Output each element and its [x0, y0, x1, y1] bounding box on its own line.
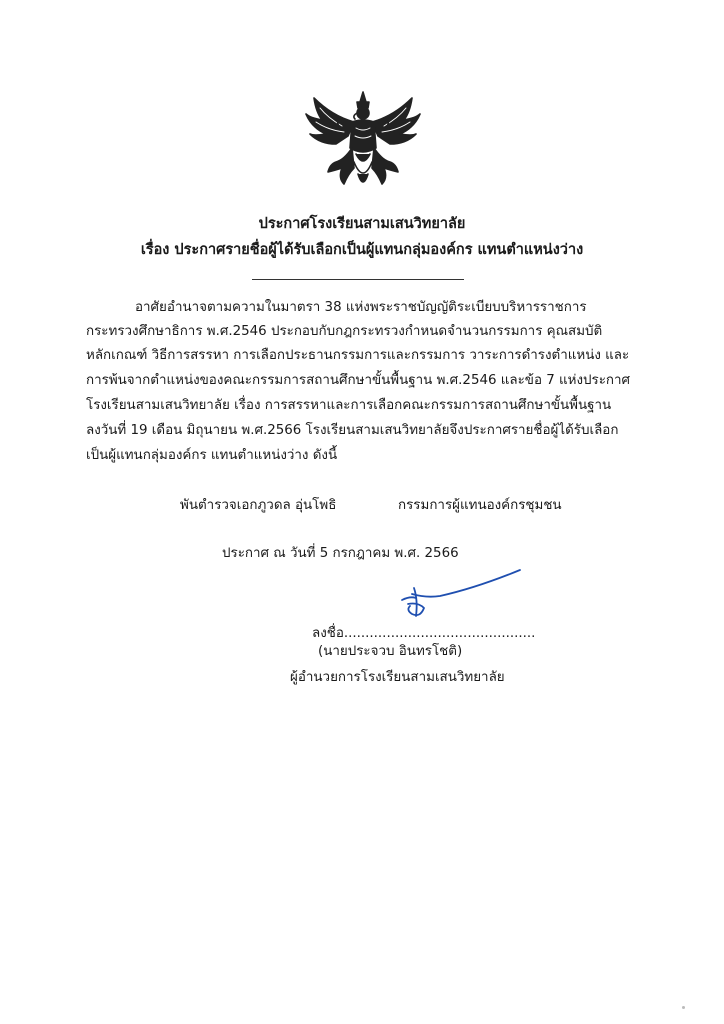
body-line: โรงเรียนสามเสนวิทยาลัย เรื่อง การสรรหาและการเลือกคณะกรรมการสถานศึกษาขั้นพื้นฐาน [86, 398, 612, 413]
body-line: การพ้นจากตำแหน่งของคณะกรรมการสถานศึกษาขั้นพื้นฐาน พ.ศ.2546 และข้อ 7 แห่งประกาศ [86, 373, 631, 388]
document-title: ประกาศโรงเรียนสามเสนวิทยาลัย [258, 216, 466, 232]
handwritten-signature [396, 566, 526, 620]
member-role: กรรมการผู้แทนองค์กรชุมชน [398, 498, 562, 513]
garuda-emblem-icon [302, 88, 424, 194]
title-divider [252, 279, 464, 280]
signer-position: ผู้อำนวยการโรงเรียนสามเสนวิทยาลัย [290, 670, 505, 685]
body-line: กระทรวงศึกษาธิการ พ.ศ.2546 ประกอบกับกฎกระทรวงกำหนดจำนวนกรรมการ คุณสมบัติ [86, 324, 603, 339]
member-name: พันตำรวจเอกภูวดล อุ่นโพธิ [180, 498, 337, 513]
signer-name: (นายประจวบ อินทรโชติ) [318, 644, 463, 659]
document-subject: เรื่อง ประกาศรายชื่อผู้ได้รับเลือกเป็นผู้แทนกลุ่มองค์กร แทนตำแหน่งว่าง [140, 242, 584, 258]
announcement-date: ประกาศ ณ วันที่ 5 กรกฎาคม พ.ศ. 2566 [222, 546, 459, 561]
body-line: เป็นผู้แทนกลุ่มองค์กร แทนตำแหน่งว่าง ดังนี้ [86, 448, 338, 463]
body-line: อาศัยอำนาจตามความในมาตรา 38 แห่งพระราชบัญญัติระเบียบบริหารราชการ [135, 300, 587, 315]
signature-label: ลงชื่อ............................................. [312, 626, 536, 641]
body-line: ลงวันที่ 19 เดือน มิถุนายน พ.ศ.2566 โรงเรียนสามเสนวิทยาลัยจึงประกาศรายชื่อผู้ได้รับเลือก [86, 423, 619, 438]
body-line: หลักเกณฑ์ วิธีการสรรหา การเลือกประธานกรรมการและกรรมการ วาระการดำรงตำแหน่ง และ [86, 348, 630, 363]
scan-artifact [682, 1006, 685, 1009]
